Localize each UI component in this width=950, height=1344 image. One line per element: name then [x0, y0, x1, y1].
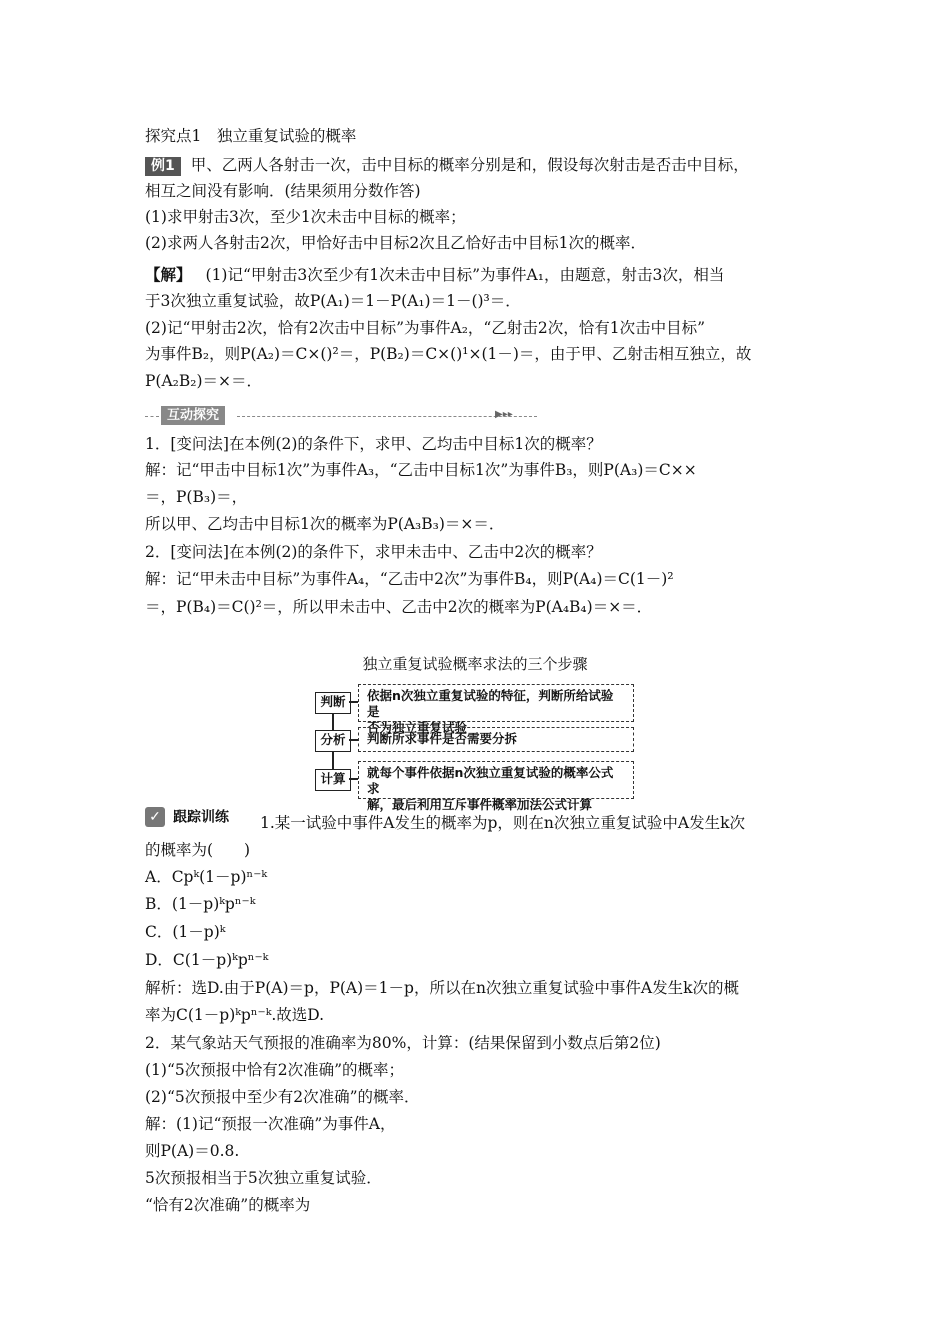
step-judge-desc — [358, 684, 634, 735]
step-compute-desc — [358, 761, 634, 812]
step-compute-desc-1: 就每个事件依据n次独立重复试验的概率公式求 — [367, 765, 614, 796]
solution-line-1 — [145, 265, 724, 285]
example-line-2: 相互之间没有影响．(结果须用分数作答) — [145, 182, 421, 200]
track-q1-line-1: 1.某一试验中事件A发生的概率为p，则在n次独立重复试验中A发生k次 — [260, 814, 745, 832]
answer-2-line-4: “恰有2次准确”的概率为 — [145, 1196, 311, 1214]
step-compute-box: 计算 — [315, 769, 351, 791]
track-q2: 2．某气象站天气预报的准确率为80%，计算：(结果保留到小数点后第2位) — [145, 1034, 661, 1052]
variant-1-answer-1: 解：记“甲击中目标1次”为事件A₃，“乙击中目标1次”为事件B₃，则P(A₃)＝C×× — [145, 461, 697, 479]
variant-2-question: 2．[变问法]在本例(2)的条件下，求甲未击中、乙击中2次的概率？ — [145, 543, 602, 561]
step-judge-connector — [349, 701, 358, 703]
steps-title: 独立重复试验概率求法的三个步骤 — [362, 655, 588, 673]
track-q1-line-2: 的概率为( ) — [145, 841, 251, 859]
section-title: 探究点1 独立重复试验的概率 — [145, 127, 357, 145]
solution-line-5: P(A₂B₂)＝×＝． — [145, 372, 263, 390]
example-text-1: 甲、乙两人各射击一次，击中目标的概率分别是和，假设每次射击是否击中目标， — [190, 156, 749, 174]
divider-arrow-icon: ▶▸▸ — [495, 409, 513, 420]
example-line-1 — [145, 155, 749, 176]
answer-2-line-1: 解：(1)记“预报一次准确”为事件A， — [145, 1115, 396, 1133]
step-judge-desc-2: 否为独立重复试验 — [367, 720, 468, 735]
track-label: 跟踪训练 — [173, 809, 229, 826]
solution-line-2: 于3次独立重复试验，故P(A₁)＝1－P(A₁)＝1－()³＝． — [145, 292, 521, 310]
checkmark-icon: ✓ — [145, 807, 165, 827]
divider-dash-left — [145, 416, 159, 417]
step-analyze-connector — [349, 739, 358, 741]
divider-dash-right — [237, 416, 537, 417]
answer-1-line-2: 率为C(1－p)ᵏpⁿ⁻ᵏ.故选D. — [145, 1006, 325, 1024]
example-question-1: (1)求甲射击3次，至少1次未击中目标的概率； — [145, 208, 466, 226]
variant-1-question: 1．[变问法]在本例(2)的条件下，求甲、乙均击中目标1次的概率？ — [145, 435, 602, 453]
answer-2-line-3: 5次预报相当于5次独立重复试验． — [145, 1169, 382, 1187]
step-analyze-desc — [358, 727, 634, 752]
variant-1-answer-3: 所以甲、乙均击中目标1次的概率为P(A₃B₃)＝×＝． — [145, 515, 505, 533]
solution-line-3: (2)记“甲射击2次，恰有2次击中目标”为事件A₂，“乙射击2次，恰有1次击中目标” — [145, 319, 706, 337]
solution-text-1a: (1)记“甲射击3次至少有1次未击中目标”为事件A₁，由题意，射击3次，相当 — [205, 266, 725, 284]
step-compute-desc-2: 解，最后利用互斥事件概率加法公式计算 — [367, 797, 593, 812]
option-b: B．(1－p)ᵏpⁿ⁻ᵏ — [145, 895, 256, 913]
solution-line-4: 为事件B₂，则P(A₂)＝C×()²＝，P(B₂)＝C×()¹×(1－)＝，由于甲、乙射击相互独立，故 — [145, 345, 752, 363]
example-question-2: (2)求两人各射击2次，甲恰好击中目标2次且乙恰好击中目标1次的概率． — [145, 234, 647, 252]
variant-2-answer-1: 解：记“甲未击中目标”为事件A₄，“乙击中2次”为事件B₄，则P(A₄)＝C(1－)² — [145, 570, 674, 588]
step-analyze-box: 分析 — [315, 730, 351, 752]
step-judge-desc-1: 依据n次独立重复试验的特征，判断所给试验是 — [367, 688, 614, 719]
step-analyze-desc-1: 判断所求事件是否需要分拆 — [367, 731, 518, 746]
option-d: D．C(1－p)ᵏpⁿ⁻ᵏ — [145, 951, 269, 969]
example-badge: 例1 — [145, 157, 181, 176]
track-header — [145, 806, 229, 828]
answer-2-line-2: 则P(A)＝0.8. — [145, 1142, 240, 1160]
step-judge-box: 判断 — [315, 692, 351, 714]
solution-label: 【解】 — [145, 265, 192, 284]
variant-2-answer-2: ＝，P(B₄)＝C()²＝，所以甲未击中、乙击中2次的概率为P(A₄B₄)＝×＝． — [145, 598, 653, 616]
hudong-tag: 互动探究 — [161, 406, 225, 425]
step-compute-connector — [349, 778, 358, 780]
option-c: C．(1－p)ᵏ — [145, 923, 226, 941]
answer-1-line-1: 解析：选D.由于P(A)＝p，P(A)＝1－p，所以在n次独立重复试验中事件A发生k次的概 — [145, 979, 740, 997]
option-a: A．Cpᵏ(1－p)ⁿ⁻ᵏ — [145, 868, 268, 886]
hudong-divider — [145, 406, 525, 426]
variant-1-answer-2: ＝，P(B₃)＝， — [145, 488, 248, 506]
track-q2-part-2: (2)“5次预报中至少有2次准确”的概率． — [145, 1088, 420, 1106]
track-q2-part-1: (1)“5次预报中恰有2次准确”的概率； — [145, 1061, 405, 1079]
